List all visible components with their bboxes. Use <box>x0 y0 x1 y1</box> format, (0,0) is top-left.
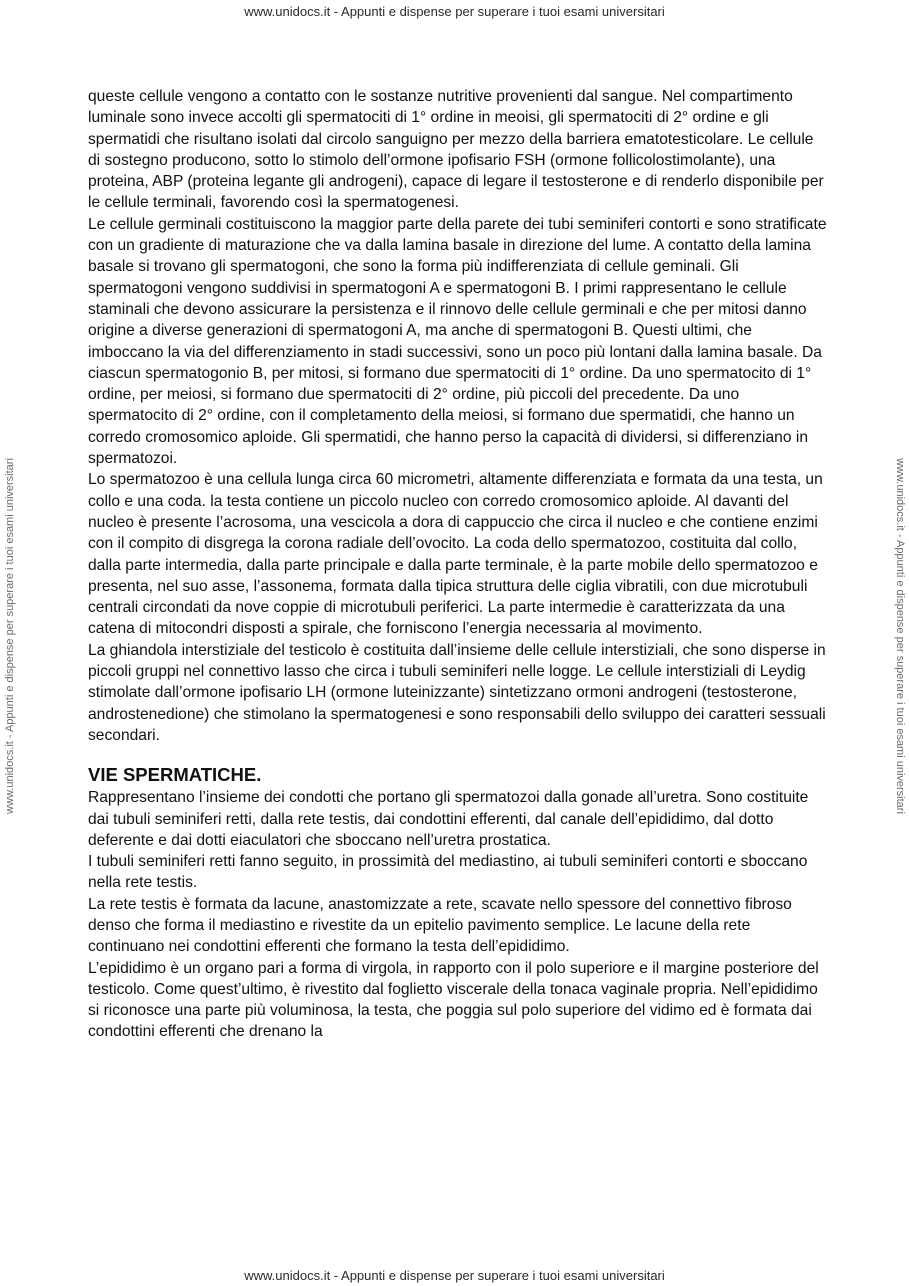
paragraph: Le cellule germinali costituiscono la maggior parte della parete dei tubi seminiferi contorti e sono stratificate con un gradiente di maturazione che va dalla lamina basale in direzione del lume. A contatto della lamina basale si trovano gli spermatogoni, che sono la forma più indifferenziata di cellule geminali. Gli spermatogoni vengono suddivisi in spermatogoni A e spermatogoni B. I primi rappresentano le cellule staminali che devono assicurare la persistenza e il rinnovo delle cellule germinali e che per mitosi danno origine a diverse generazioni di spermatogoni A, ma anche di spermatogoni B. Questi ultimi, che imboccano la via del differenziamento in stadi successivi, sono un poco più lontani dalla lamina basale. Da ciascun spermatogonio B, per mitosi, si formano due spermatociti di 1° ordine. Da uno spermatocito di 1° ordine, per meiosi, si formano due spermatociti di 2° ordine, più piccoli del precedente. Da uno spermatocito di 2° ordine, con il completamento della meiosi, si formano due spermatidi, che hanno un corredo cromosomico aploide. Gli spermatidi, che hanno perso la capacità di dividersi, si differenziano in spermatozoi. <box>88 215 827 468</box>
paragraph: L’epididimo è un organo pari a forma di virgola, in rapporto con il polo superiore e il margine posteriore del testicolo. Come quest’ultimo, è rivestito dal foglietto viscerale della tonaca vaginale propria. Nell’epididimo si riconosce una parte più voluminosa, la testa, che poggia sul polo superiore del vidimo ed è formata dai condottini efferenti che drenano la <box>88 959 819 1041</box>
paragraph: Lo spermatozoo è una cellula lunga circa 60 micrometri, altamente differenziata e formata da una testa, un collo e una coda. la testa contiene un piccolo nucleo con corredo cromosomico aploide. Al davanti del nucleo è presente l’acrosoma, una vescicola a dora di cappuccio che circa il nucleo e che contiene enzimi con il compito di disgrega la corona radiale dell’ovocito. La coda dello spermatozoo, costituita dal collo, dalla parte intermedia, dalla parte principale e dalla parte terminale, è la parte mobile dello spermatozoo e presenta, nel suo asse, l’assonema, formata dalla tipica struttura delle ciglia vibratili, con due microtubuli centrali circondati da nove coppie di microtubuli periferici. La parte intermedie è caratterizzata da una catena di mitocondri disposti a spirale, che forniscono l’energia necessaria al movimento. <box>88 471 823 638</box>
paragraph: La rete testis è formata da lacune, anastomizzate a rete, scavate nello spessore del connettivo fibroso denso che forma il mediastino e rivestite da un epitelio pavimento semplice. Le lacune della rete continuano nei condottini efferenti che formano la testa dell’epididimo. <box>88 895 792 956</box>
section-heading: VIE SPERMATICHE. <box>88 764 262 786</box>
paragraph: Rappresentano l’insieme dei condotti che portano gli spermatozoi dalla gonade all’uretra. Sono costituite dai tubuli seminiferi retti, dalla rete testis, dai condottini efferenti, dal canale dell’epididimo, dal dotto deferente e dai dotti eiaculatori che sboccano nell’uretra prostatica. <box>88 789 809 849</box>
watermark-left: www.unidocs.it - Appunti e dispense per superare i tuoi esami universitari <box>4 458 16 814</box>
paragraph: queste cellule vengono a contatto con le sostanze nutritive provenienti dal sangue. Nel compartimento luminale sono invece accolti gli spermatociti di 1° ordine in meoisi, gli spermatociti di 2° ordine e gli spermatidi che risultano isolati dal circolo sanguigno per mezzo della barriera ematotesticolare. Le cellule di sostegno producono, sotto lo stimolo dell’ormone ipofisario FSH (ormone follicolostimolante), una proteina, ABP (proteina legante gli androgeni), capace di legare il testosterone e di renderlo disponibile per le cellule terminali, favorendo così la spermatogenesi. <box>88 88 824 212</box>
watermark-top: www.unidocs.it - Appunti e dispense per superare i tuoi esami universitari <box>244 4 665 19</box>
paragraph: La ghiandola interstiziale del testicolo è costituita dall’insieme delle cellule interstiziali, che sono disperse in piccoli gruppi nel connettivo lasso che circa i tubuli seminiferi nelle logge. Le cellule interstiziali di Leydig stimolate dall’ormone ipofisario LH (ormone luteinizzante) sintetizzano ormoni androgeni (testosterone, androstenedione) che stimolano la spermatogenesi e sono responsabili dello sviluppo dei caratteri sessuali secondari. <box>88 641 826 744</box>
document-body <box>88 86 828 1043</box>
watermark-right: www.unidocs.it - Appunti e dispense per superare i tuoi esami universitari <box>894 458 906 814</box>
paragraph: I tubuli seminiferi retti fanno seguito, in prossimità del mediastino, ai tubuli seminiferi contorti e sboccano nella rete testis. <box>88 853 808 892</box>
watermark-bottom: www.unidocs.it - Appunti e dispense per superare i tuoi esami universitari <box>244 1268 665 1283</box>
